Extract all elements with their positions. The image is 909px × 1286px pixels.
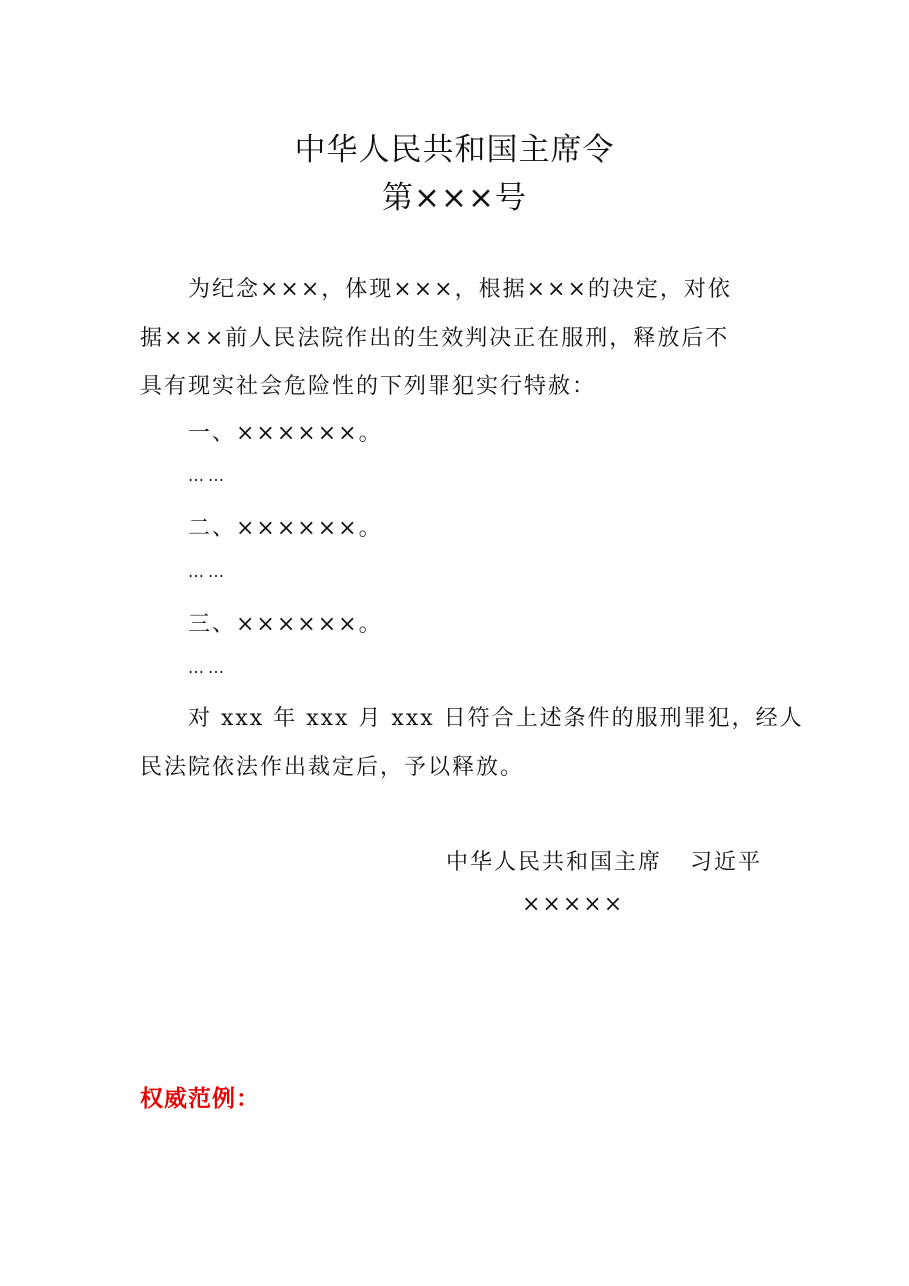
example-heading: 权威范例： [140,1086,260,1112]
list-item-3: 三、××××××。 [188,612,383,637]
document-title: 中华人民共和国主席令 [294,132,615,168]
ellipsis-2: …… [188,562,228,581]
body-paragraph-1-line-2: 据×××前人民法院作出的生效判决正在服刑，释放后不 [140,326,730,351]
body-paragraph-1-line-3: 具有现实社会危险性的下列罪犯实行特赦： [140,374,597,399]
signature-date: ××××× [522,892,625,917]
body-paragraph-2-line-2: 民法院依法作出裁定后，予以释放。 [140,755,525,780]
signature-position: 中华人民共和国主席 [446,850,663,875]
body-paragraph-2-line-1: 对 xxx 年 xxx 月 xxx 日符合上述条件的服刑罪犯，经人 [188,706,804,731]
signature-line [446,845,762,876]
list-item-1: 一、××××××。 [188,421,383,446]
list-item-2: 二、××××××。 [188,516,383,541]
document-number: 第×××号 [382,180,527,216]
ellipsis-1: …… [188,466,228,485]
body-paragraph-1-line-1: 为纪念×××，体现×××，根据×××的决定，对依 [188,277,732,302]
ellipsis-3: …… [188,658,228,677]
signature-name: 习近平 [690,850,763,875]
